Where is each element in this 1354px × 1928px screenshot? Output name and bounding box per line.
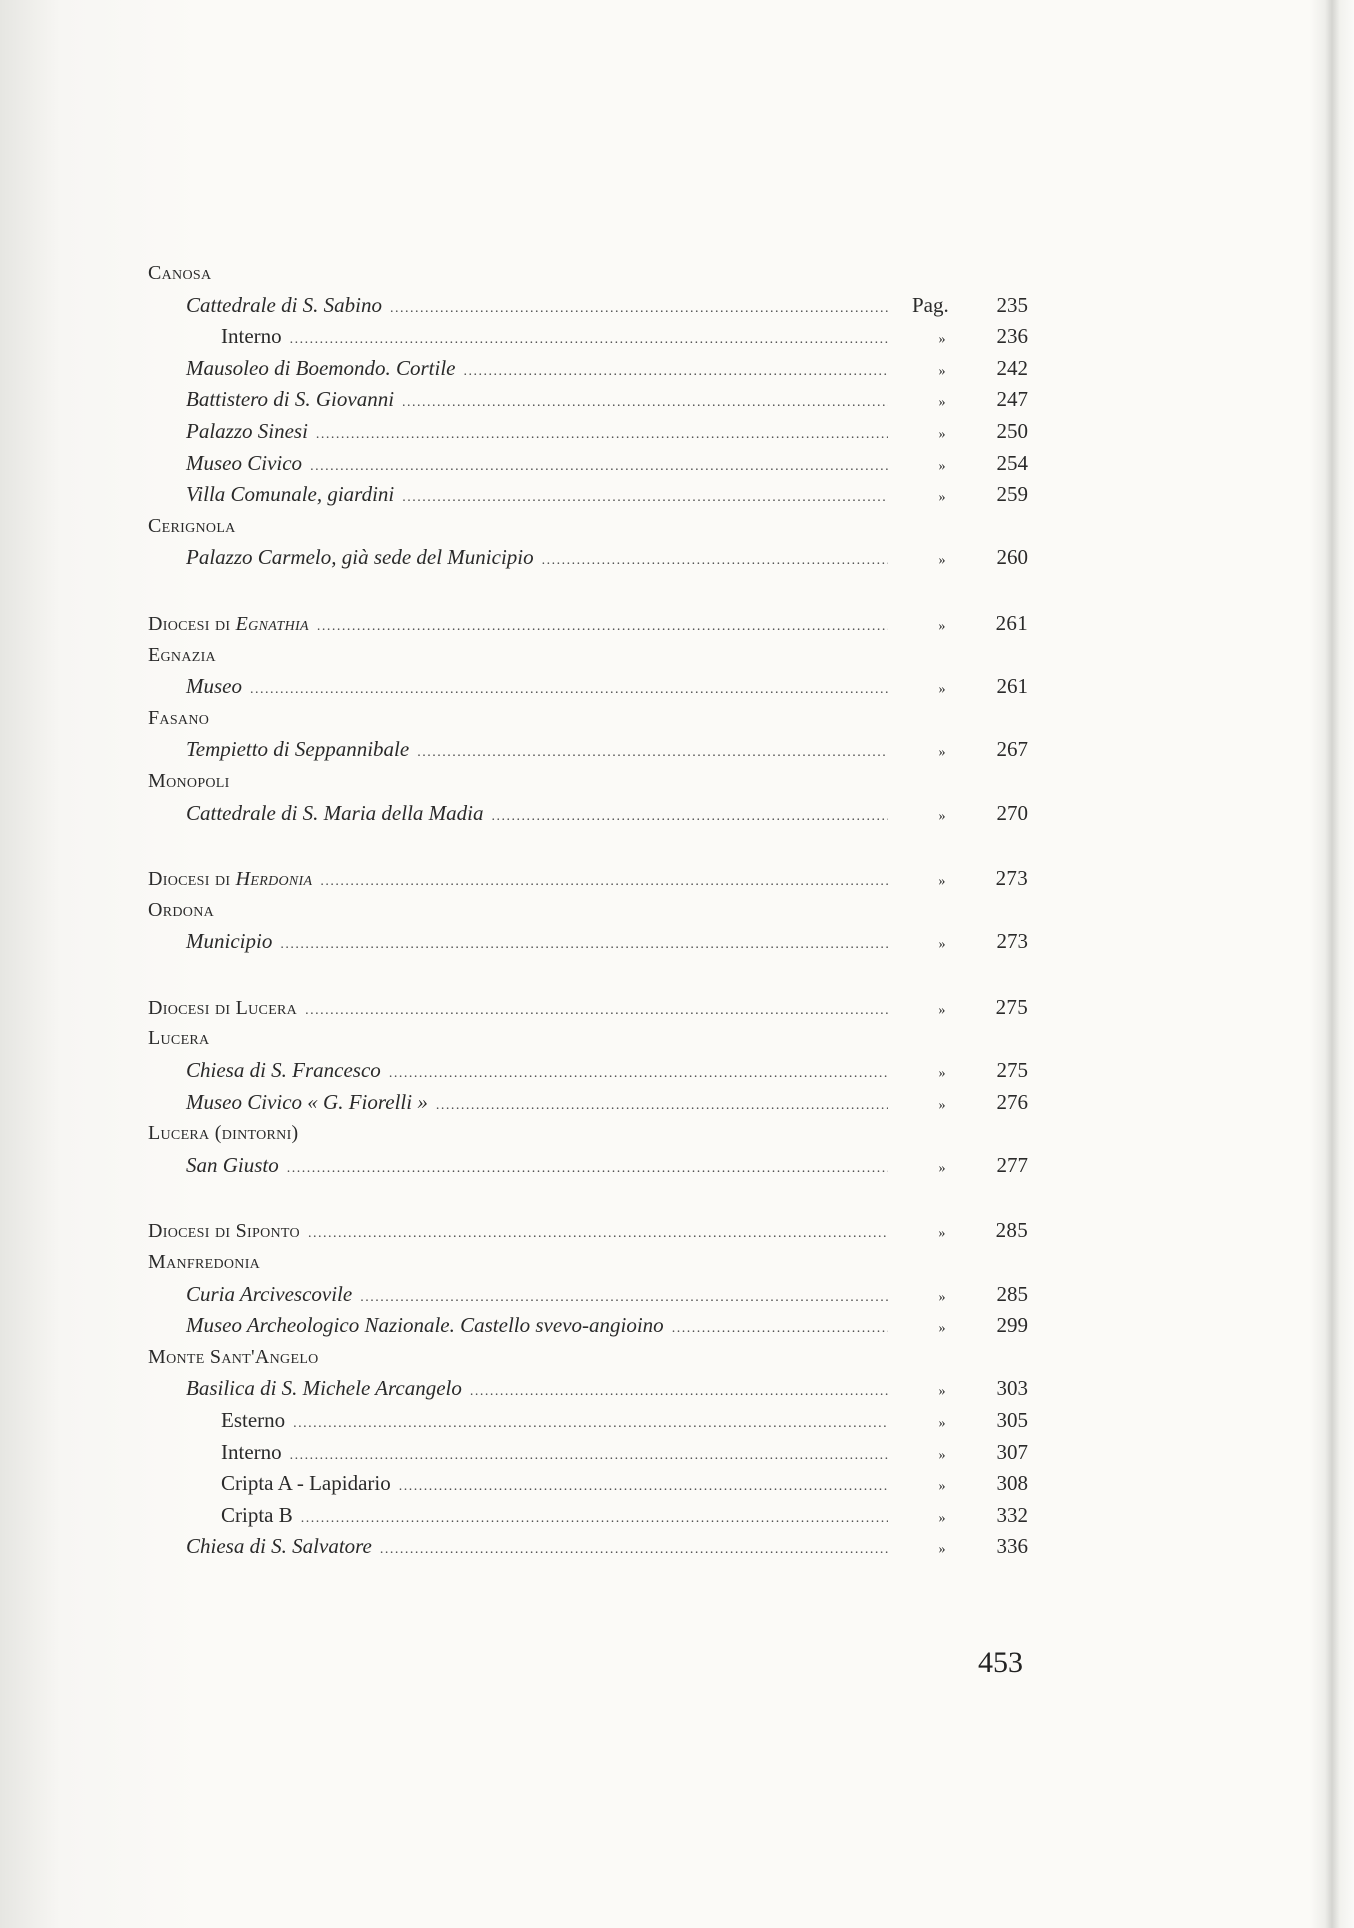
toc-heading-label: Lucera (dintorni) bbox=[148, 1122, 299, 1145]
toc-entry bbox=[148, 734, 1028, 766]
toc-entry-label: Museo Civico bbox=[186, 450, 303, 475]
toc-page-number: 336 bbox=[996, 1534, 1028, 1559]
toc-entry-label: Cattedrale di S. Sabino bbox=[186, 292, 382, 317]
toc-heading bbox=[148, 640, 1028, 672]
toc-entry bbox=[148, 1500, 1028, 1532]
toc-entry bbox=[148, 416, 1028, 448]
toc-page-number: 270 bbox=[996, 800, 1028, 825]
dot-leader bbox=[542, 545, 888, 577]
page-marker: » bbox=[938, 332, 946, 348]
toc-heading-label: Monopoli bbox=[148, 769, 230, 792]
toc-entry-label: Cripta A - Lapidario bbox=[221, 1471, 391, 1496]
toc-heading bbox=[148, 895, 1028, 927]
toc-entry-label: Cattedrale di S. Maria della Madia bbox=[186, 800, 484, 825]
page-marker: » bbox=[938, 682, 946, 698]
toc-entry bbox=[148, 798, 1028, 830]
toc-entry bbox=[148, 1087, 1028, 1119]
toc-page-number: 236 bbox=[996, 324, 1028, 349]
dot-leader bbox=[250, 674, 888, 706]
toc-entry-label: Chiesa di S. Salvatore bbox=[186, 1534, 372, 1559]
toc-entry bbox=[148, 321, 1028, 353]
toc-heading-label: Cerignola bbox=[148, 514, 236, 537]
page-marker: » bbox=[938, 1384, 946, 1400]
dot-leader bbox=[491, 801, 888, 833]
page-number: 453 bbox=[978, 1646, 1023, 1679]
toc-entry-label: Chiesa di S. Francesco bbox=[186, 1058, 381, 1083]
toc-entry bbox=[148, 448, 1028, 480]
dot-leader bbox=[672, 1313, 888, 1345]
toc-page-number: 277 bbox=[996, 1152, 1028, 1177]
toc-entry bbox=[148, 384, 1028, 416]
toc-heading bbox=[148, 1247, 1028, 1279]
page-marker: » bbox=[938, 1416, 946, 1431]
toc-page-number: 273 bbox=[996, 929, 1028, 954]
toc-diocese-entry bbox=[148, 608, 1028, 640]
page-marker: » bbox=[938, 937, 946, 953]
toc-diocese-name: Herdonia bbox=[235, 868, 313, 891]
page-marker: » bbox=[938, 745, 946, 761]
toc-heading bbox=[148, 1118, 1028, 1150]
toc-diocese-label bbox=[148, 609, 317, 641]
toc-entry-label: Villa Comunale, giardini bbox=[186, 482, 395, 507]
dot-leader bbox=[390, 293, 888, 325]
dot-leader bbox=[360, 1282, 888, 1314]
toc-page-number: 275 bbox=[996, 1058, 1028, 1083]
toc-diocese-label bbox=[148, 993, 305, 1025]
dot-leader bbox=[290, 324, 888, 356]
toc-entry-label: Battistero di S. Giovanni bbox=[186, 387, 395, 412]
toc-entry-label: San Giusto bbox=[186, 1152, 279, 1177]
toc-page-number: 303 bbox=[996, 1376, 1028, 1401]
toc-entry bbox=[148, 1279, 1028, 1311]
toc-heading-label: Egnazia bbox=[148, 643, 216, 666]
toc-page-number: 261 bbox=[995, 610, 1028, 635]
page-marker: » bbox=[938, 363, 946, 379]
toc-page-number: 261 bbox=[996, 674, 1028, 699]
toc-heading bbox=[148, 258, 1028, 290]
toc-page-number: 250 bbox=[996, 418, 1028, 443]
page-marker: » bbox=[938, 1002, 946, 1018]
table-of-contents bbox=[148, 258, 1028, 1563]
toc-page-number: 332 bbox=[996, 1502, 1028, 1527]
toc-diocese-prefix: Diocesi di bbox=[148, 612, 236, 635]
toc-entry-label: Museo Civico « G. Fiorelli » bbox=[186, 1089, 428, 1114]
toc-entry bbox=[148, 542, 1028, 574]
toc-page-number: 273 bbox=[995, 866, 1028, 891]
page-marker: Pag. bbox=[912, 292, 949, 317]
page-marker: » bbox=[938, 1447, 946, 1463]
toc-entry bbox=[148, 926, 1028, 958]
page-marker: » bbox=[938, 1510, 946, 1526]
toc-entry bbox=[148, 1373, 1028, 1405]
toc-heading-label: Fasano bbox=[148, 706, 210, 729]
toc-entry-label: Basilica di S. Michele Arcangelo bbox=[186, 1376, 462, 1401]
toc-diocese-label bbox=[148, 864, 320, 896]
dot-leader bbox=[280, 929, 888, 961]
toc-entry bbox=[148, 353, 1028, 385]
toc-entry-label: Tempietto di Seppannibale bbox=[186, 737, 410, 762]
toc-page-number: 305 bbox=[996, 1408, 1028, 1432]
dot-leader bbox=[389, 1058, 888, 1090]
page-marker: » bbox=[938, 1226, 946, 1242]
page-marker: » bbox=[938, 490, 946, 506]
toc-heading bbox=[148, 1023, 1028, 1055]
dot-leader bbox=[317, 611, 888, 643]
toc-entry-label: Mausoleo di Boemondo. Cortile bbox=[186, 355, 456, 380]
page-marker: » bbox=[938, 1542, 946, 1558]
toc-page-number: 275 bbox=[995, 994, 1028, 1019]
toc-entry bbox=[148, 1055, 1028, 1087]
toc-heading-label: Ordona bbox=[148, 898, 215, 921]
dot-leader bbox=[287, 1153, 888, 1185]
toc-entry bbox=[148, 1405, 1028, 1437]
toc-page-number: 299 bbox=[996, 1313, 1028, 1338]
dot-leader bbox=[463, 356, 888, 388]
toc-page-number: 308 bbox=[996, 1471, 1028, 1496]
toc-heading-label: Manfredonia bbox=[148, 1251, 261, 1274]
toc-entry-label: Palazzo Carmelo, già sede del Municipio bbox=[186, 545, 534, 570]
page-marker: » bbox=[938, 1321, 946, 1337]
dot-leader bbox=[402, 482, 888, 514]
toc-entry bbox=[148, 1310, 1028, 1342]
toc-diocese-entry bbox=[148, 992, 1028, 1024]
page-marker: » bbox=[938, 874, 946, 890]
dot-leader bbox=[305, 995, 888, 1027]
toc-heading-label: Monte Sant'Angelo bbox=[148, 1345, 319, 1368]
toc-entry-label: Curia Arcivescovile bbox=[186, 1281, 353, 1306]
page-marker: » bbox=[938, 1160, 946, 1176]
dot-leader bbox=[290, 1440, 888, 1472]
toc-page-number: 285 bbox=[996, 1281, 1028, 1306]
toc-heading-label: Lucera bbox=[148, 1027, 210, 1050]
dot-leader bbox=[316, 419, 888, 451]
page-marker: » bbox=[938, 458, 946, 474]
page-marker: » bbox=[938, 426, 946, 442]
toc-page-number: 247 bbox=[996, 387, 1028, 412]
toc-entry bbox=[148, 1150, 1028, 1182]
toc-heading-label: Canosa bbox=[148, 262, 212, 284]
toc-entry-label: Palazzo Sinesi bbox=[186, 418, 308, 443]
toc-entry bbox=[148, 1437, 1028, 1469]
page-marker: » bbox=[938, 395, 946, 411]
dot-leader bbox=[308, 1218, 888, 1250]
toc-entry bbox=[148, 290, 1028, 322]
toc-heading bbox=[148, 766, 1028, 798]
toc-heading bbox=[148, 511, 1028, 543]
toc-entry bbox=[148, 1468, 1028, 1500]
dot-leader bbox=[293, 1408, 888, 1440]
dot-leader bbox=[301, 1503, 888, 1535]
toc-heading bbox=[148, 703, 1028, 735]
toc-entry-label: Interno bbox=[221, 324, 282, 349]
toc-entry-label: Museo Archeologico Nazionale. Castello svevo-angioino bbox=[186, 1313, 664, 1338]
page-marker: » bbox=[938, 1097, 946, 1113]
page-marker: » bbox=[938, 618, 946, 634]
toc-diocese-entry bbox=[148, 863, 1028, 895]
page-marker: » bbox=[938, 553, 946, 569]
toc-diocese-prefix: Diocesi di bbox=[148, 868, 236, 891]
toc-page-number: 267 bbox=[996, 737, 1028, 762]
dot-leader bbox=[470, 1376, 888, 1408]
page-marker: » bbox=[938, 1289, 946, 1305]
toc-page-number: 259 bbox=[996, 482, 1028, 507]
toc-entry bbox=[148, 1531, 1028, 1563]
toc-entry-label: Esterno bbox=[221, 1408, 286, 1432]
toc-page-number: 235 bbox=[996, 292, 1028, 317]
toc-entry-label: Municipio bbox=[186, 929, 273, 954]
toc-page-number: 260 bbox=[996, 545, 1028, 570]
toc-diocese-name: Egnathia bbox=[235, 612, 309, 635]
toc-diocese-prefix: Diocesi di Lucera bbox=[148, 996, 298, 1019]
toc-entry bbox=[148, 479, 1028, 511]
dot-leader bbox=[402, 387, 888, 419]
toc-diocese-entry bbox=[148, 1215, 1028, 1247]
dot-leader bbox=[320, 866, 888, 898]
toc-diocese-prefix: Diocesi di Siponto bbox=[148, 1220, 300, 1243]
toc-page-number: 276 bbox=[996, 1089, 1028, 1114]
toc-entry-label: Cripta B bbox=[221, 1502, 293, 1527]
toc-diocese-label bbox=[148, 1216, 308, 1248]
dot-leader bbox=[436, 1090, 888, 1122]
toc-entry-label: Interno bbox=[221, 1439, 282, 1464]
toc-entry-label: Museo bbox=[186, 674, 242, 699]
dot-leader bbox=[399, 1471, 888, 1503]
toc-heading bbox=[148, 1342, 1028, 1374]
toc-page-number: 307 bbox=[996, 1439, 1028, 1464]
dot-leader bbox=[417, 737, 888, 769]
dot-leader bbox=[380, 1534, 888, 1566]
page-marker: » bbox=[938, 1066, 946, 1082]
toc-page-number: 254 bbox=[996, 450, 1028, 475]
page-marker: » bbox=[938, 808, 946, 824]
toc-page-number: 242 bbox=[996, 355, 1028, 380]
toc-page-number: 285 bbox=[995, 1218, 1028, 1243]
page-marker: » bbox=[938, 1479, 946, 1495]
toc-entry bbox=[148, 671, 1028, 703]
dot-leader bbox=[310, 451, 888, 483]
